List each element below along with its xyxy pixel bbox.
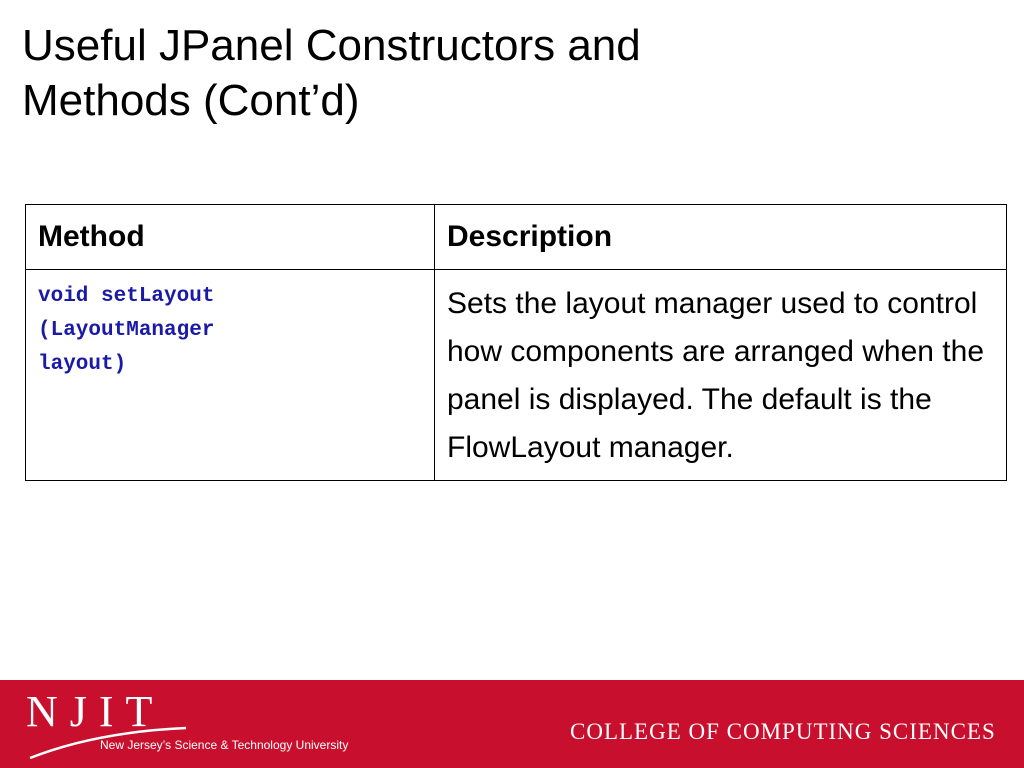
method-signature-line-3: layout) (38, 353, 127, 376)
column-header-description: Description (435, 205, 1007, 270)
njit-logo (26, 688, 366, 764)
slide-title (22, 18, 922, 128)
table-row (26, 270, 1007, 481)
description-cell: Sets the layout manager used to control how components are arranged when the panel is displayed. The default is the FlowLayout manager. (435, 270, 1007, 481)
slide-title-line-1: Useful JPanel Constructors and (22, 21, 641, 70)
method-signature-line-1: void setLayout (38, 285, 215, 308)
logo-letters: NJIT (26, 687, 165, 736)
college-name: COLLEGE OF COMPUTING SCIENCES (570, 719, 996, 744)
method-cell (26, 270, 435, 481)
method-table (25, 204, 1007, 481)
logo-tagline: New Jersey’s Science & Technology University (100, 738, 349, 752)
method-signature-line-2: (LayoutManager (38, 319, 215, 342)
footer-banner (0, 680, 1024, 768)
slide-title-line-2: Methods (Cont’d) (22, 76, 360, 125)
table-header-row (26, 205, 1007, 270)
column-header-method: Method (26, 205, 435, 270)
logo-swoosh-icon (26, 688, 366, 764)
